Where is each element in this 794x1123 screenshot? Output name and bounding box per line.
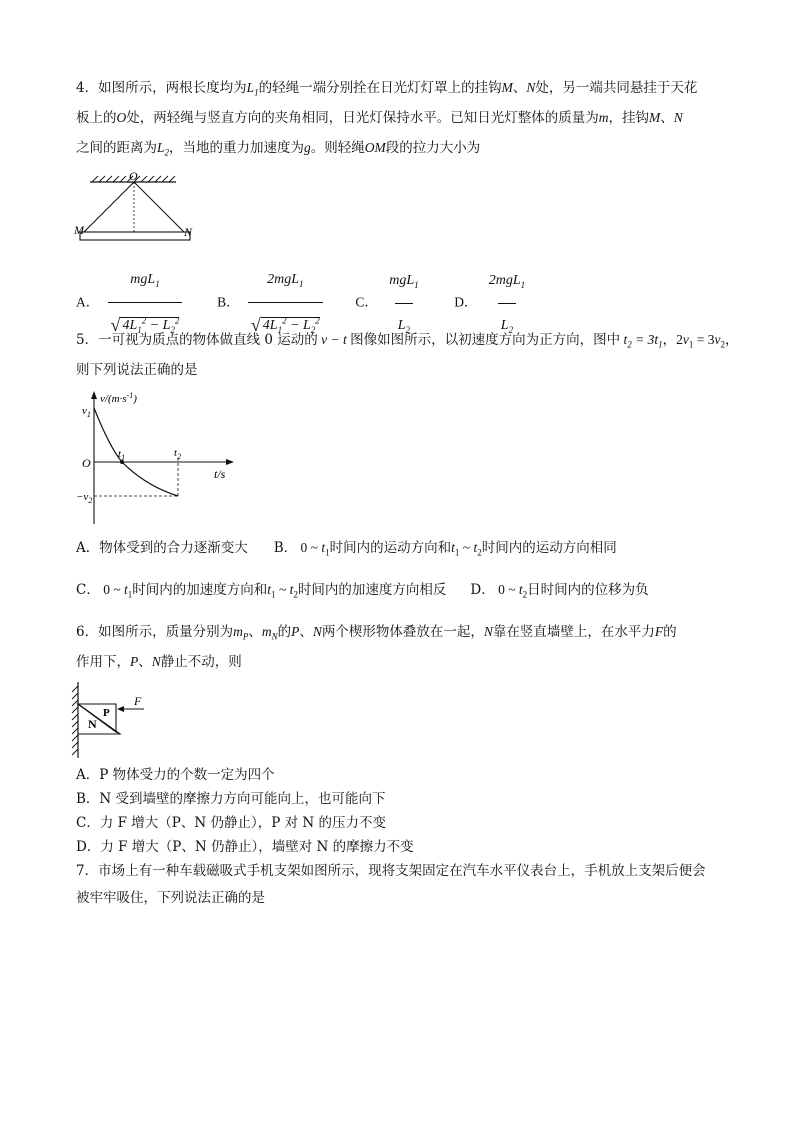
- option-d-fraction: $\frac{2mgL_1}{L_2}$: [486, 261, 528, 346]
- option-d-label: D．: [454, 294, 478, 310]
- q7-line-2: 被牢牢吸住，下列说法正确的是: [76, 890, 265, 906]
- t1-label: $t_1$: [118, 448, 126, 462]
- y-axis-label: $v/(m\cdot s^{-1})$: [100, 391, 137, 405]
- label-m: M: [74, 223, 84, 237]
- wedge-p-label: P: [103, 707, 110, 719]
- q6-wedge-diagram: [66, 680, 158, 762]
- l1-symbol: $L_1$: [246, 80, 259, 98]
- q6-option-a: A．P 物体受力的个数一定为四个: [76, 767, 275, 783]
- option-a-fraction: $\frac{mgL_1}{√ 4L_1^2 - L_2^2}$: [108, 260, 183, 346]
- q6-line-2: 作用下，P、N静止不动，则: [76, 654, 242, 670]
- option-c-fraction: $\frac{mgL_1}{L_2}$: [386, 261, 421, 346]
- q5-option-c-d: C． 0 ~ $t_1$时间内的加速度方向和$t_1$ ~ $t_2$时间内的加速度方向相反 D． 0 ~ $t_2$日时间内的位移为负: [76, 582, 649, 600]
- q5-line-2: 则下列说法正确的是: [76, 362, 198, 378]
- neg-v2-label: $-v_2$: [76, 491, 93, 505]
- label-o: O: [129, 170, 138, 183]
- x-axis-label: t/s: [214, 467, 226, 481]
- origin-label: O: [82, 456, 91, 470]
- q7-line-1: 7．市场上有一种车载磁吸式手机支架如图所示，现将支架固定在汽车水平仪表台上，手机放上支架后便会: [76, 863, 706, 879]
- v1-label: $v_1$: [82, 405, 91, 419]
- wedge-n-label: N: [88, 717, 97, 731]
- q4-options: [76, 260, 532, 335]
- option-a-label: A．: [76, 294, 100, 310]
- q5-option-a-b: A．物体受到的合力逐渐变大 B． 0 ~ $t_1$时间内的运动方向和$t_1$ ~ $t_2$时间内的运动方向相同: [76, 540, 617, 558]
- option-c-label: C．: [355, 294, 378, 310]
- l2-symbol: $L_2$: [157, 140, 170, 158]
- q5-vt-graph: [76, 388, 246, 528]
- force-f-label: F: [134, 694, 142, 708]
- q4-line-3: 之间的距离为$L_2$，当地的重力加速度为g。则轻绳OM段的拉力大小为: [76, 140, 481, 158]
- q6-option-b: B．N 受到墙壁的摩擦力方向可能向上，也可能向下: [76, 791, 386, 807]
- option-b-fraction: $\frac{2mgL_1}{√ 4L_1^2 - L_2^2}$: [248, 260, 323, 346]
- t2-label: $t_2$: [174, 447, 182, 461]
- label-n: N: [184, 225, 193, 239]
- q4-lamp-diagram: [72, 170, 212, 250]
- q4-line-1: 4．如图所示，两根长度均为$L_1$的轻绳一端分别拴在日光灯灯罩上的挂钩M、N处，另一端共同悬挂于天花: [76, 80, 698, 98]
- option-b-label: B．: [217, 294, 240, 310]
- q4-line-2: 板上的O处，两轻绳与竖直方向的夹角相同，日光灯保持水平。已知日光灯整体的质量为m，挂钩M、N: [76, 110, 683, 126]
- q6-line-1: 6．如图所示，质量分别为$m_P$、$m_N$的P、N两个楔形物体叠放在一起，N靠在竖直墙壁上，在水平力F的: [76, 624, 677, 642]
- q6-option-c: C．力 F 增大（P、N 仍静止），P 对 N 的压力不变: [76, 815, 386, 831]
- q6-option-d: D．力 F 增大（P、N 仍静止），墙壁对 N 的摩擦力不变: [76, 839, 414, 855]
- q5-line-1: 5．一可视为质点的物体做直线 0 运动的 v − t 图像如图所示，以初速度方向为正方向，图中 $t_2 = 3t_1$，$2v_1 = 3v_2$，: [76, 332, 739, 350]
